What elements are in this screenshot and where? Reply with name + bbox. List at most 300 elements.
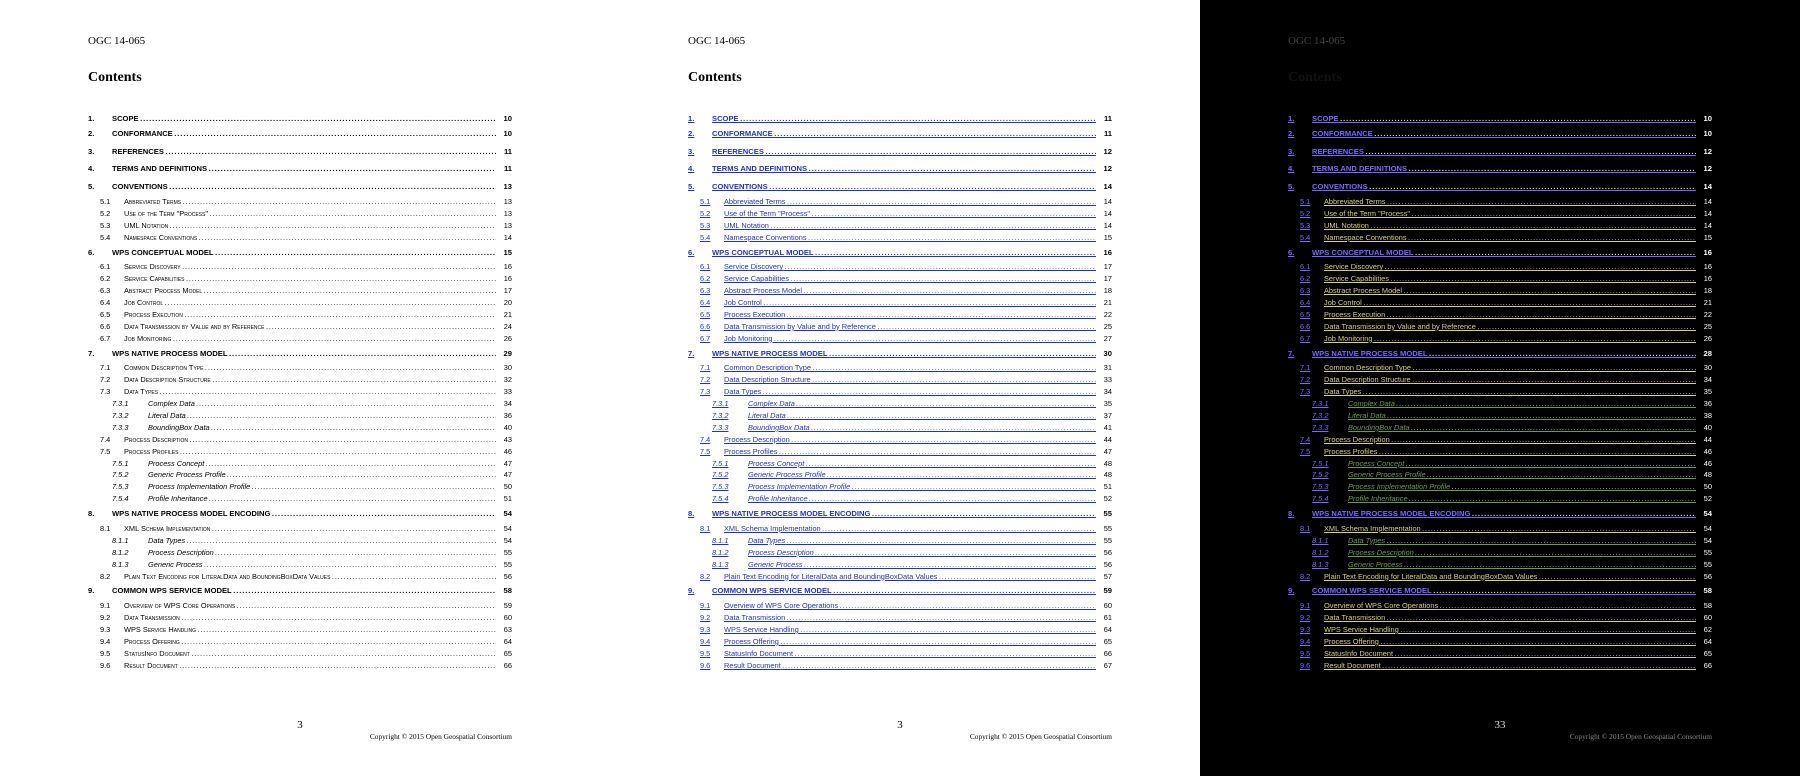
toc-entry[interactable]	[1288, 493, 1712, 505]
toc-entry-title: XML Schema Implementation . . .	[124, 523, 496, 535]
toc-entry-title[interactable]: Process Profiles . . .	[724, 446, 1096, 458]
toc-entry-title: SCOPE . . .	[112, 113, 496, 125]
toc-entry-page: 54	[503, 509, 512, 519]
toc-entry-title[interactable]: Overview of WPS Core Operations . . .	[1324, 600, 1696, 612]
toc-entry-page: 65	[1703, 648, 1712, 658]
toc-entry-title: Generic Process Profile . . .	[148, 469, 496, 481]
toc-entry-number: 6.6	[1300, 321, 1311, 331]
toc-entry-number: 7.3.3	[712, 422, 729, 432]
toc-entry-page: 32	[503, 375, 512, 385]
toc-entry-title[interactable]: REFERENCES . . .	[1312, 143, 1696, 161]
toc-entry[interactable]	[1288, 481, 1712, 493]
toc-entry[interactable]	[1288, 273, 1712, 285]
toc-entry-title[interactable]: Job Monitoring . . .	[724, 333, 1096, 345]
toc-entry-number: 6.6	[100, 321, 111, 331]
toc-entry-title[interactable]: Result Document . . .	[1324, 660, 1696, 672]
toc-entry-title[interactable]: Data Types . . .	[748, 535, 1096, 547]
toc-entry[interactable]	[688, 160, 1112, 178]
toc-entry[interactable]	[688, 261, 1112, 273]
toc-entry[interactable]	[1288, 612, 1712, 624]
toc-entry-page: 16	[1103, 247, 1112, 257]
toc-entry[interactable]	[688, 374, 1112, 386]
toc-entry-title: Process Implementation Profile . . .	[148, 481, 496, 493]
toc-entry-title[interactable]: Abstract Process Model . . .	[1324, 285, 1696, 297]
toc-entry-title[interactable]: Result Document . . .	[724, 660, 1096, 672]
toc-entry-number: 7.5.3	[1312, 482, 1329, 492]
page-footer: Copyright © 2015 Open Geospatial Consortium	[969, 732, 1112, 741]
toc-entry-number: 3.	[1288, 146, 1295, 156]
toc-entry-number: 8.1.1	[712, 535, 729, 545]
toc-entry-title[interactable]: Abbreviated Terms . . .	[1324, 196, 1696, 208]
toc-entry-title[interactable]: Data Transmission by Value and by Reference . . .	[1324, 321, 1696, 333]
toc-entry-title[interactable]: WPS Service Handling . . .	[1324, 624, 1696, 636]
toc-entry-page: 43	[503, 434, 512, 444]
toc-entry[interactable]	[1288, 297, 1712, 309]
document-page-3	[1200, 0, 1800, 776]
page-header: OGC 14-065	[88, 35, 146, 47]
toc-entry[interactable]	[688, 386, 1112, 398]
toc-entry[interactable]	[1288, 220, 1712, 232]
toc-entry-title[interactable]: Job Monitoring . . .	[1324, 333, 1696, 345]
toc-entry-title[interactable]: Generic Process Profile . . .	[748, 469, 1096, 481]
toc-entry-page: 14	[1103, 220, 1112, 230]
toc-entry[interactable]	[688, 571, 1112, 583]
toc-entry[interactable]	[1288, 333, 1712, 345]
toc-entry-title[interactable]: Data Description Structure . . .	[1324, 374, 1696, 386]
toc-entry-title[interactable]: REFERENCES . . .	[712, 143, 1096, 161]
toc-entry-title[interactable]: CONVENTIONS . . .	[712, 178, 1096, 196]
toc-entry-title[interactable]: Abbreviated Terms . . .	[724, 196, 1096, 208]
toc-entry[interactable]	[688, 232, 1112, 244]
toc-entry-title[interactable]: Profile Inheritance . . .	[748, 493, 1096, 505]
toc-entry-number: 8.1.1	[1312, 535, 1329, 545]
toc-entry-title[interactable]: UML Notation . . .	[724, 220, 1096, 232]
toc-entry-number: 7.3.3	[112, 422, 129, 432]
toc-entry-number: 8.1.3	[1312, 559, 1329, 569]
toc-entry[interactable]	[1288, 143, 1712, 161]
toc-entry	[88, 261, 512, 273]
toc-entry-title[interactable]: WPS NATIVE PROCESS MODEL ENCODING . . .	[1312, 505, 1696, 523]
toc-entry-title: Process Description . . .	[124, 434, 496, 446]
toc-entry-number: 7.3	[1300, 387, 1311, 397]
toc-entry-page: 11	[503, 146, 512, 156]
toc-entry-title: Job Monitoring . . .	[124, 333, 496, 345]
toc-entry-number: 9.2	[100, 613, 111, 623]
toc-entry-number: 7.3	[700, 387, 711, 397]
toc-entry[interactable]	[1288, 559, 1712, 571]
toc-entry[interactable]	[1288, 160, 1712, 178]
toc-entry-number: 8.1	[700, 523, 711, 533]
toc-entry-page: 40	[503, 422, 512, 432]
toc-entry-number: 9.6	[100, 660, 111, 670]
toc-entry-title[interactable]: WPS CONCEPTUAL MODEL . . .	[1312, 244, 1696, 262]
toc-entry[interactable]	[688, 612, 1112, 624]
toc-entry[interactable]	[688, 458, 1112, 470]
toc-entry-title[interactable]: Abstract Process Model . . .	[724, 285, 1096, 297]
toc-entry-page: 11	[503, 164, 512, 174]
toc-entry	[88, 113, 512, 125]
toc-entry-number: 6.7	[100, 333, 111, 343]
toc-entry[interactable]	[1288, 458, 1712, 470]
toc-entry-title[interactable]: Service Capabilities . . .	[724, 273, 1096, 285]
toc-entry[interactable]	[688, 285, 1112, 297]
toc-entry-title: Abstract Process Model . . .	[124, 285, 496, 297]
toc-entry-page: 12	[1703, 164, 1712, 174]
toc-entry	[88, 374, 512, 386]
toc-entry[interactable]	[688, 624, 1112, 636]
toc-entry-number: 4.	[1288, 164, 1295, 174]
toc-entry-number: 3.	[688, 146, 695, 156]
toc-entry[interactable]	[688, 321, 1112, 333]
toc-entry-title[interactable]: CONVENTIONS . . .	[1312, 178, 1696, 196]
toc-entry[interactable]	[1288, 345, 1712, 363]
toc-entry-title[interactable]: SCOPE . . .	[712, 113, 1096, 125]
toc-entry-number: 7.5.1	[1312, 458, 1329, 468]
toc-entry-page: 55	[1103, 523, 1112, 533]
toc-entry[interactable]	[688, 125, 1112, 143]
toc-entry-number: 9.6	[700, 660, 711, 670]
toc-entry[interactable]	[688, 481, 1112, 493]
toc-entry-page: 30	[1103, 348, 1112, 358]
toc-entry-title: Process Offering . . .	[124, 636, 496, 648]
toc-entry-title[interactable]: Use of the Term "Process" . . .	[724, 208, 1096, 220]
toc-entry-number: 7.5.2	[712, 470, 729, 480]
toc-entry	[88, 196, 512, 208]
toc-entry-title: Data Transmission by Value and by Reference . . .	[124, 321, 496, 333]
toc-entry[interactable]	[1288, 660, 1712, 672]
toc-entry[interactable]	[688, 362, 1112, 374]
toc-entry	[88, 624, 512, 636]
toc-entry-title: Service Discovery . . .	[124, 261, 496, 273]
toc-entry-number: 8.1	[100, 523, 111, 533]
toc-entry[interactable]	[688, 208, 1112, 220]
toc-entry-number: 7.3.2	[712, 411, 729, 421]
toc-entry-page: 60	[1103, 601, 1112, 611]
toc-entry[interactable]	[688, 636, 1112, 648]
toc-entry-title[interactable]: Plain Text Encoding for LiteralData and BoundingBoxData Values . . .	[1324, 571, 1696, 583]
toc-entry-page: 16	[503, 262, 512, 272]
toc-entry-title[interactable]: Process Description . . .	[748, 547, 1096, 559]
toc-entry[interactable]	[1288, 469, 1712, 481]
toc-entry[interactable]	[688, 523, 1112, 535]
toc-entry-title[interactable]: Use of the Term "Process" . . .	[1324, 208, 1696, 220]
toc-entry-number: 7.1	[100, 363, 111, 373]
toc-entry	[88, 612, 512, 624]
toc-entry-page: 64	[1703, 636, 1712, 646]
toc-entry[interactable]	[1288, 374, 1712, 386]
toc-entry[interactable]	[1288, 178, 1712, 196]
toc-entry[interactable]	[1288, 547, 1712, 559]
toc-entry[interactable]	[1288, 505, 1712, 523]
toc-entry[interactable]	[688, 113, 1112, 125]
toc-entry-page: 15	[503, 247, 512, 257]
toc-entry-number: 4.	[688, 164, 695, 174]
toc-entry-page: 60	[503, 613, 512, 623]
toc-entry-number: 9.1	[1300, 601, 1311, 611]
toc-entry-page: 58	[503, 586, 512, 596]
toc-entry[interactable]	[1288, 624, 1712, 636]
toc-entry-page: 21	[1703, 298, 1712, 308]
toc-entry-page: 31	[1103, 363, 1112, 373]
toc-entry[interactable]	[1288, 196, 1712, 208]
toc-entry-title[interactable]: Service Discovery . . .	[724, 261, 1096, 273]
toc-entry[interactable]	[688, 410, 1112, 422]
toc-entry-number: 8.2	[700, 571, 711, 581]
toc-entry[interactable]	[688, 273, 1112, 285]
toc-entry-number: 9.	[88, 586, 95, 596]
toc-entry[interactable]	[1288, 446, 1712, 458]
toc-entry-page: 55	[1103, 535, 1112, 545]
toc-entry-page: 55	[1703, 559, 1712, 569]
toc-entry-number: 2.	[88, 128, 95, 138]
toc-entry-title[interactable]: WPS NATIVE PROCESS MODEL . . .	[712, 345, 1096, 363]
toc-entry-number: 6.6	[700, 321, 711, 331]
toc-entry-title[interactable]: TERMS AND DEFINITIONS . . .	[712, 160, 1096, 178]
toc-entry-title[interactable]: StatusInfo Document . . .	[1324, 648, 1696, 660]
toc-entry[interactable]	[1288, 285, 1712, 297]
toc-entry-page: 52	[1703, 494, 1712, 504]
toc-entry-page: 15	[1703, 232, 1712, 242]
toc-entry-title[interactable]: Data Types . . .	[1348, 535, 1696, 547]
toc-entry-title[interactable]: Process Execution . . .	[724, 309, 1096, 321]
toc-entry-title[interactable]: Generic Process . . .	[748, 559, 1096, 571]
toc-entry-number: 5.1	[100, 197, 111, 207]
toc-entry[interactable]	[688, 600, 1112, 612]
toc-entry-number: 5.1	[1300, 197, 1311, 207]
toc-entry-page: 63	[503, 624, 512, 634]
toc-entry-title[interactable]: Namespace Conventions . . .	[1324, 232, 1696, 244]
toc-entry-page: 34	[503, 399, 512, 409]
toc-entry-page: 10	[1703, 114, 1712, 123]
toc-entry-title[interactable]: Process Offering . . .	[724, 636, 1096, 648]
toc-entry[interactable]	[688, 220, 1112, 232]
toc-entry-page: 10	[503, 114, 512, 123]
toc-entry-title[interactable]: XML Schema Implementation . . .	[1324, 523, 1696, 535]
toc-entry-title[interactable]: Profile Inheritance . . .	[1348, 493, 1696, 505]
toc-entry[interactable]	[1288, 410, 1712, 422]
toc-entry[interactable]	[688, 660, 1112, 672]
toc-entry[interactable]	[1288, 113, 1712, 125]
page-footer: Copyright © 2015 Open Geospatial Consortium	[1569, 732, 1712, 741]
toc-entry-page: 14	[1103, 182, 1112, 192]
toc-entry[interactable]	[1288, 261, 1712, 273]
toc-entry[interactable]	[688, 297, 1112, 309]
toc-entry-title[interactable]: Literal Data . . .	[748, 410, 1096, 422]
toc-entry-title[interactable]: Service Discovery . . .	[1324, 261, 1696, 273]
toc-entry[interactable]	[688, 505, 1112, 523]
toc-entry-title[interactable]: WPS NATIVE PROCESS MODEL . . .	[1312, 345, 1696, 363]
toc-entry-title[interactable]: Process Description . . .	[724, 434, 1096, 446]
toc-entry[interactable]	[688, 547, 1112, 559]
toc-entry	[88, 297, 512, 309]
toc-entry-title[interactable]: Literal Data . . .	[1348, 410, 1696, 422]
toc-entry	[88, 398, 512, 410]
toc-entry[interactable]	[688, 244, 1112, 262]
toc-entry	[88, 422, 512, 434]
toc-entry-title: Abbreviated Terms . . .	[124, 196, 496, 208]
toc-entry-page: 44	[1103, 434, 1112, 444]
toc-entry-title: Generic Process . . .	[148, 559, 496, 571]
toc-entry-title[interactable]: Common Description Type . . .	[1324, 362, 1696, 374]
toc-entry-title[interactable]: XML Schema Implementation . . .	[724, 523, 1096, 535]
toc-entry-number: 7.3.1	[1312, 399, 1329, 409]
toc-entry-title: Data Types . . .	[148, 535, 496, 547]
toc-entry-title: Process Concept . . .	[148, 458, 496, 470]
toc-entry-title[interactable]: COMMON WPS SERVICE MODEL . . .	[1312, 582, 1696, 600]
toc-entry-number: 5.4	[700, 232, 711, 242]
toc-entry-title[interactable]: Job Control . . .	[724, 297, 1096, 309]
toc-entry-title[interactable]: Data Description Structure . . .	[724, 374, 1096, 386]
toc-entry[interactable]	[1288, 232, 1712, 244]
toc-entry-number: 8.	[688, 509, 695, 519]
toc-entry-page: 67	[1103, 660, 1112, 670]
toc-entry[interactable]	[1288, 309, 1712, 321]
toc-entry[interactable]	[688, 178, 1112, 196]
toc-entry-title[interactable]: Process Execution . . .	[1324, 309, 1696, 321]
toc-entry[interactable]	[688, 469, 1112, 481]
toc-entry[interactable]	[1288, 636, 1712, 648]
toc-entry-page: 60	[1703, 613, 1712, 623]
toc-entry-number: 9.1	[100, 601, 111, 611]
toc-entry-number: 9.6	[1300, 660, 1311, 670]
toc-entry[interactable]	[1288, 600, 1712, 612]
toc-entry	[88, 434, 512, 446]
toc-entry-title[interactable]: Service Capabilities . . .	[1324, 273, 1696, 285]
toc-entry-title[interactable]: Complex Data . . .	[1348, 398, 1696, 410]
toc-entry[interactable]	[688, 446, 1112, 458]
toc-entry[interactable]	[688, 345, 1112, 363]
toc-entry-title[interactable]: WPS CONCEPTUAL MODEL . . .	[712, 244, 1096, 262]
toc-entry-page: 55	[1103, 509, 1112, 519]
toc-entry[interactable]	[688, 559, 1112, 571]
toc-entry-title[interactable]: Process Offering . . .	[1324, 636, 1696, 648]
toc-entry-number: 7.5.4	[112, 494, 129, 504]
toc-entry-title[interactable]: Data Types . . .	[724, 386, 1096, 398]
toc-entry[interactable]	[1288, 398, 1712, 410]
toc-entry-page: 46	[1703, 446, 1712, 456]
toc-entry[interactable]	[688, 422, 1112, 434]
toc-entry[interactable]	[688, 196, 1112, 208]
toc-entry-number: 3.	[88, 146, 95, 156]
toc-entry-title[interactable]: Data Transmission . . .	[724, 612, 1096, 624]
toc-entry[interactable]	[1288, 648, 1712, 660]
toc-entry-title[interactable]: Common Description Type . . .	[724, 362, 1096, 374]
toc-entry[interactable]	[1288, 244, 1712, 262]
toc-entry-number: 7.	[688, 348, 695, 358]
toc-entry-page: 14	[1703, 182, 1712, 192]
toc-entry[interactable]	[1288, 582, 1712, 600]
toc-entry-title[interactable]: Generic Process . . .	[1348, 559, 1696, 571]
toc-entry[interactable]	[688, 143, 1112, 161]
toc-entry-title[interactable]: Namespace Conventions . . .	[724, 232, 1096, 244]
page-title: Contents	[688, 70, 742, 85]
toc-entry-title[interactable]: CONFORMANCE . . .	[1312, 125, 1696, 143]
toc-entry[interactable]	[688, 535, 1112, 547]
toc-entry	[88, 523, 512, 535]
toc-entry-title[interactable]: WPS Service Handling . . .	[724, 624, 1096, 636]
toc-entry	[88, 469, 512, 481]
toc-entry-page: 58	[1703, 586, 1712, 596]
toc-entry-number: 7.5	[100, 446, 111, 456]
toc-entry[interactable]	[1288, 535, 1712, 547]
toc-entry-title[interactable]: Overview of WPS Core Operations . . .	[724, 600, 1096, 612]
toc-entry[interactable]	[1288, 523, 1712, 535]
toc-entry[interactable]	[1288, 422, 1712, 434]
toc-entry-number: 6.1	[100, 262, 111, 272]
toc-entry-number: 5.4	[1300, 232, 1311, 242]
toc-entry	[88, 285, 512, 297]
toc-entry	[88, 362, 512, 374]
toc-entry-title[interactable]: UML Notation . . .	[1324, 220, 1696, 232]
toc-entry	[88, 660, 512, 672]
toc-entry	[88, 208, 512, 220]
toc-entry-title[interactable]: BoundingBox Data . . .	[748, 422, 1096, 434]
toc-entry-title[interactable]: Complex Data . . .	[748, 398, 1096, 410]
toc-entry[interactable]	[688, 582, 1112, 600]
toc-entry-title[interactable]: SCOPE . . .	[1312, 113, 1696, 125]
toc-entry[interactable]	[688, 398, 1112, 410]
toc-entry-number: 6.7	[1300, 333, 1311, 343]
toc-entry-page: 51	[1103, 482, 1112, 492]
toc-entry-title[interactable]: Job Control . . .	[1324, 297, 1696, 309]
toc-entry[interactable]	[688, 309, 1112, 321]
toc-entry-title[interactable]: Process Implementation Profile . . .	[1348, 481, 1696, 493]
toc-entry-title[interactable]: Data Transmission . . .	[1324, 612, 1696, 624]
toc-entry-title[interactable]: Process Concept . . .	[1348, 458, 1696, 470]
toc-entry-page: 40	[1703, 422, 1712, 432]
toc-entry[interactable]	[1288, 362, 1712, 374]
toc-entry[interactable]	[1288, 208, 1712, 220]
toc-entry-number: 7.5.4	[1312, 494, 1329, 504]
toc-entry	[88, 333, 512, 345]
toc-entry-title[interactable]: Process Concept . . .	[748, 458, 1096, 470]
toc-entry-number: 9.3	[100, 624, 111, 634]
toc-entry-title[interactable]: Process Implementation Profile . . .	[748, 481, 1096, 493]
toc-entry-title: WPS NATIVE PROCESS MODEL . . .	[112, 345, 496, 363]
toc-entry	[88, 458, 512, 470]
toc-entry-title[interactable]: StatusInfo Document . . .	[724, 648, 1096, 660]
toc-entry-title: REFERENCES . . .	[112, 143, 496, 161]
toc-entry-title[interactable]: BoundingBox Data . . .	[1348, 422, 1696, 434]
toc-entry-title[interactable]: CONFORMANCE . . .	[712, 125, 1096, 143]
toc-entry[interactable]	[1288, 321, 1712, 333]
toc-entry-title[interactable]: Plain Text Encoding for LiteralData and BoundingBoxData Values . . .	[724, 571, 1096, 583]
toc-entry[interactable]	[1288, 434, 1712, 446]
toc-entry-title[interactable]: WPS NATIVE PROCESS MODEL ENCODING . . .	[712, 505, 1096, 523]
toc-entry-title[interactable]: Data Transmission by Value and by Reference . . .	[724, 321, 1096, 333]
toc-entry[interactable]	[1288, 125, 1712, 143]
toc-entry-title[interactable]: Generic Process Profile . . .	[1348, 469, 1696, 481]
page-header: OGC 14-065	[1288, 35, 1346, 47]
toc-entry-title: Job Control . . .	[124, 297, 496, 309]
toc-entry[interactable]	[1288, 386, 1712, 398]
toc-entry[interactable]	[688, 434, 1112, 446]
toc-entry-title[interactable]: COMMON WPS SERVICE MODEL . . .	[712, 582, 1096, 600]
toc-entry[interactable]	[1288, 571, 1712, 583]
toc-entry-title[interactable]: Process Description . . .	[1324, 434, 1696, 446]
toc-entry-title[interactable]: Process Description . . .	[1348, 547, 1696, 559]
toc-entry[interactable]	[688, 493, 1112, 505]
toc-entry-title[interactable]: Data Types . . .	[1324, 386, 1696, 398]
toc-entry-number: 9.5	[1300, 648, 1311, 658]
toc-entry-title[interactable]: Process Profiles . . .	[1324, 446, 1696, 458]
toc-entry[interactable]	[688, 333, 1112, 345]
toc-entry-page: 16	[1703, 274, 1712, 284]
toc-entry[interactable]	[688, 648, 1112, 660]
toc-entry-page: 61	[1103, 613, 1112, 623]
toc-entry-title[interactable]: TERMS AND DEFINITIONS . . .	[1312, 160, 1696, 178]
toc-entry-page: 14	[1103, 208, 1112, 218]
